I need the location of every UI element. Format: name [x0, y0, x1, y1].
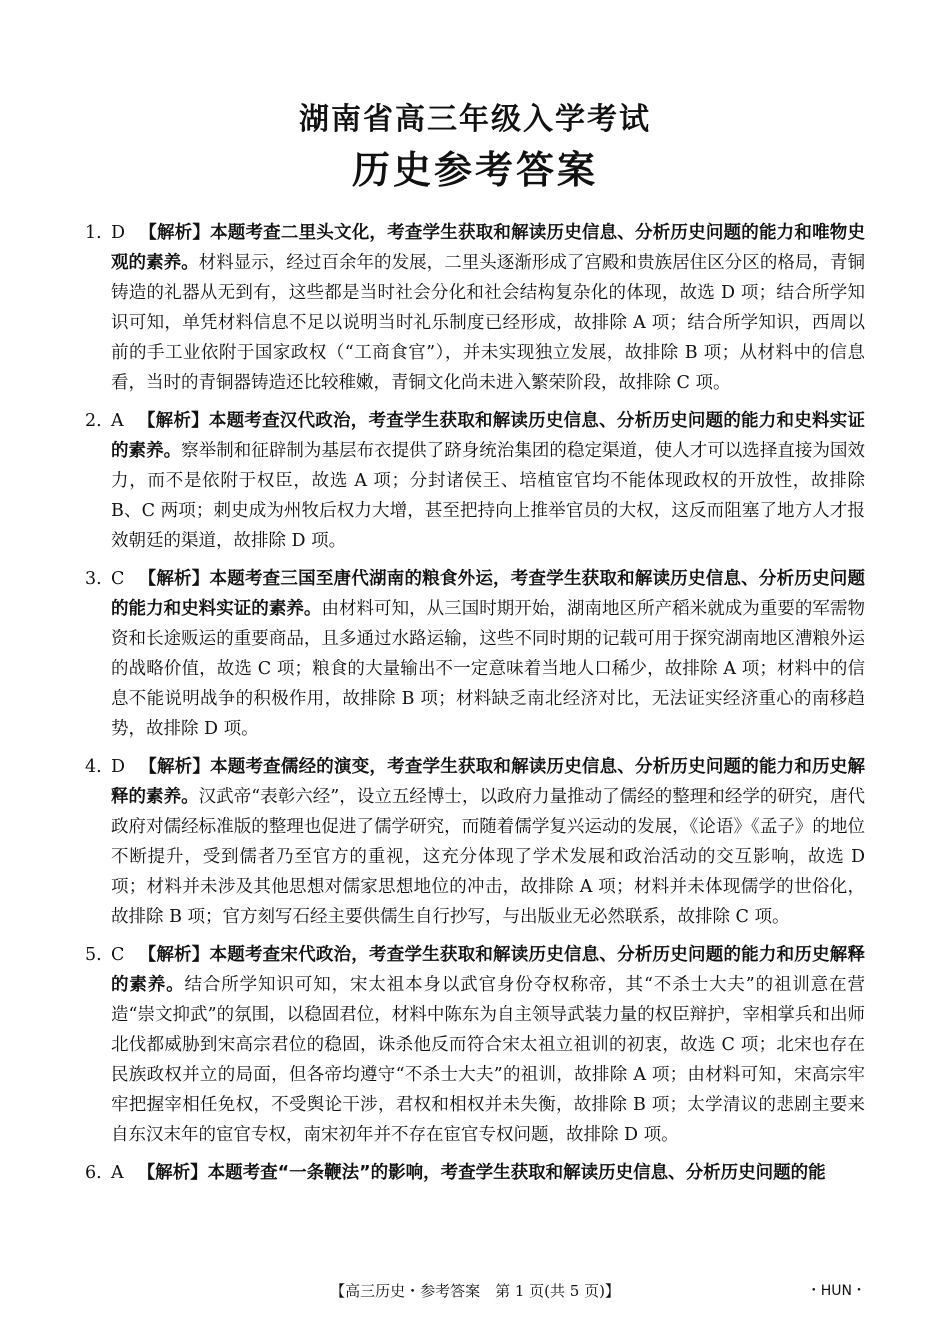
page-footer: [0, 1278, 950, 1304]
answer-list: [85, 218, 865, 1196]
analysis-heading: 【解析】本题考查儒经的演变，考查学生获取和解读历史信息、分析历史问题的能力和历史解释的素养。: [111, 757, 865, 807]
answer-item-3: [85, 564, 865, 744]
answer-key-title: 历史参考答案: [351, 148, 598, 192]
question-number: 4.: [85, 757, 102, 777]
analysis-body: 汉武帝“表彰六经”，设立五经博士，以政府力量推动了儒经的整理和经学的研究，唐代政府对儒经标准版的整理也促进了儒学研究，而随着儒学复兴运动的发展，《论语》《孟子》的地位不断提升，受到儒者乃至官方的重视，这充分体现了学术发展和政治活动的交互影响，故选 D 项；材料并未涉及其他思想对儒家思想地位的冲击，故排除 A 项；材料并未体现儒学的世俗化，故排除 B 项；官方刻写石经主要供儒生自行抄写，与出版业无必然联系，故排除 C 项。: [111, 787, 866, 927]
question-number: 6.: [85, 1163, 102, 1183]
answer-choice: A: [111, 411, 124, 431]
answer-choice: C: [111, 945, 125, 965]
question-number: 2.: [85, 411, 102, 431]
answer-item-2: [85, 406, 865, 556]
analysis-body: 由材料可知，从三国时期开始，湖南地区所产稻米就成为重要的军需物资和长途贩运的重要商品，且多通过水路运输，这些不同时期的记载可用于探究湖南地区漕粮外运的战略价值，故选 C 项；粮食的大量输出不一定意味着当地人口稀少，故排除 A 项；材料中的信息不能说明战争的积极作用，故排除 B 项；材料缺乏南北经济对比，无法证实经济重心的南移趋势，故排除 D 项。: [111, 599, 866, 739]
answer-item-6: [85, 1158, 865, 1188]
footer-page-info: 【高三历史・参考答案 第 1 页(共 5 页)】: [330, 1282, 620, 1300]
analysis-heading: 【解析】本题考查三国至唐代湖南的粮食外运，考查学生获取和解读历史信息、分析历史问题的能力和史料实证的素养。: [111, 569, 865, 619]
answer-choice: A: [111, 1163, 124, 1183]
question-number: 5.: [85, 945, 102, 965]
answer-choice: C: [111, 569, 125, 589]
footer-region-code: ・HUN・: [806, 1283, 866, 1299]
analysis-body: 结合所学知识可知，宋太祖本身以武官身份夺权称帝，其“不杀士大夫”的祖训意在营造“崇文抑武”的氛围，以稳固君位，材料中陈东为自主领导武装力量的权臣辩护，宰相掌兵和出师北伐都威胁到宋高宗君位的稳固，诛杀他反而符合宋太祖立祖训的初衷，故选 C 项；北宋也存在民族政权并立的局面，但各帝均遵守“不杀士大夫”的祖训，故排除 A 项；由材料可知，宋高宗牢牢把握宰相任免权，不受舆论干涉，君权和相权并未失衡，故排除 B 项；太学清议的悲剧主要来自东汉末年的宦官专权，南宋初年并不存在宦官专权问题，故排除 D 项。: [111, 975, 866, 1145]
title-block: [0, 98, 950, 196]
analysis-heading: 【解析】本题考查二里头文化，考查学生获取和解读历史信息、分析历史问题的能力和唯物史观的素养。: [111, 223, 865, 273]
question-number: 1.: [85, 223, 102, 243]
answer-item-1: [85, 218, 865, 398]
answer-item-4: [85, 752, 865, 932]
analysis-body: 察举制和征辟制为基层布衣提供了跻身统治集团的稳定渠道，使人才可以选择直接为国效力，而不是依附于权臣，故选 A 项；分封诸侯王、培植宦官均不能体现政权的开放性，故排除 B、C 两项；刺史成为州牧后权力大增，甚至把持向上推举官员的大权，这反而阻塞了地方人才报效朝廷的渠道，故排除 D 项。: [111, 441, 866, 551]
answer-choice: D: [111, 223, 126, 243]
analysis-heading: 【解析】本题考查汉代政治，考查学生获取和解读历史信息、分析历史问题的能力和史料实证的素养。: [111, 411, 865, 461]
question-number: 3.: [85, 569, 102, 589]
analysis-heading: 【解析】本题考查“一条鞭法”的影响，考查学生获取和解读历史信息、分析历史问题的能: [137, 1163, 826, 1183]
analysis-body: 材料显示，经过百余年的发展，二里头逐渐形成了宫殿和贵族居住区分区的格局，青铜铸造的礼器从无到有，这些都是当时社会分化和社会结构复杂化的体现，故选 D 项；结合所学知识可知，单凭材料信息不足以说明当时礼乐制度已经形成，故排除 A 项；结合所学知识，西周以前的手工业依附于国家政权（“工商食官”），并未实现独立发展，故排除 B 项；从材料中的信息看，当时的青铜器铸造还比较稚嫩，青铜文化尚未进入繁荣阶段，故排除 C 项。: [111, 253, 866, 393]
answer-choice: D: [111, 757, 126, 777]
exam-title: 湖南省高三年级入学考试: [299, 102, 651, 137]
analysis-heading: 【解析】本题考查宋代政治，考查学生获取和解读历史信息、分析历史问题的能力和历史解释的素养。: [111, 945, 865, 995]
answer-item-5: [85, 940, 865, 1150]
